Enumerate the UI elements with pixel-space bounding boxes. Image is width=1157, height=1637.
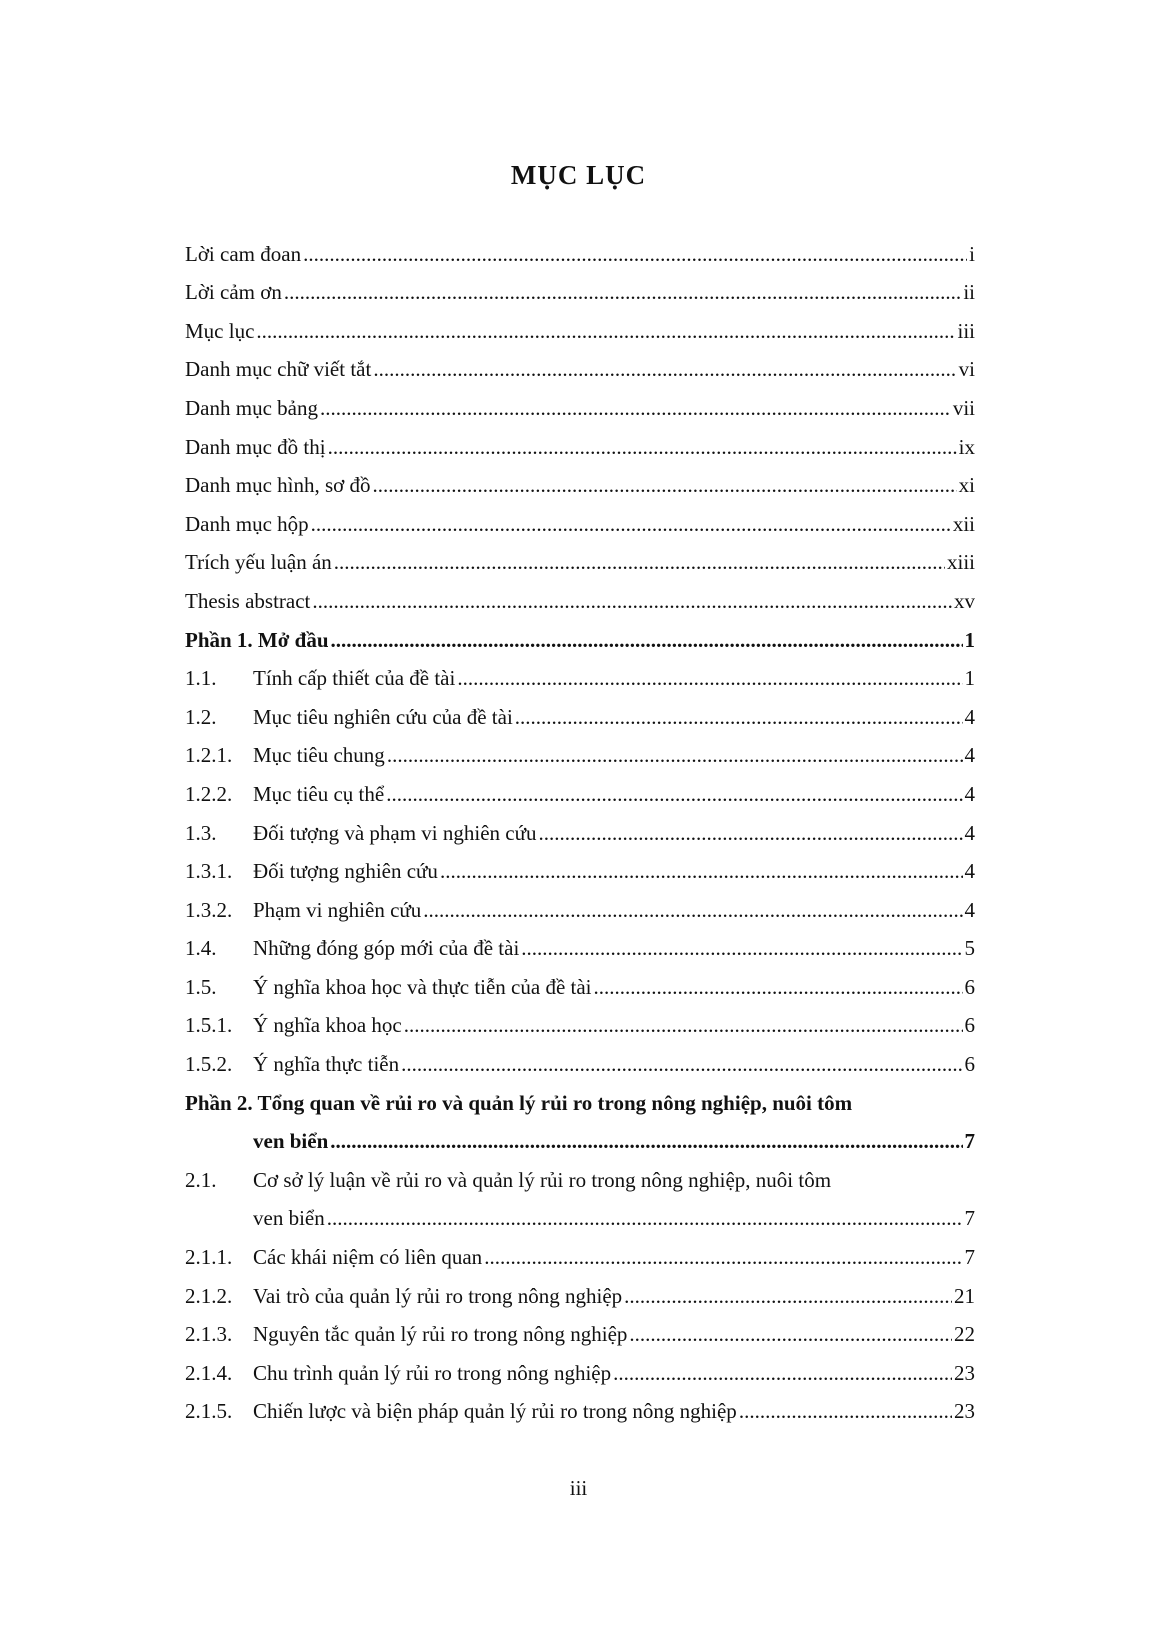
dot-leader	[457, 666, 962, 691]
toc-entry[interactable]	[185, 1038, 975, 1077]
dot-leader	[327, 1206, 963, 1231]
toc-entry-page: 7	[964, 1206, 975, 1231]
toc-entry-text-continued: ven biển	[253, 1206, 325, 1231]
toc-entry[interactable]	[185, 1000, 975, 1039]
toc-entry[interactable]	[185, 1347, 975, 1386]
toc-entry[interactable]	[185, 846, 975, 885]
toc-entry[interactable]	[185, 768, 975, 807]
toc-entry-page: iii	[957, 318, 975, 343]
toc-entry-page: ix	[958, 434, 975, 459]
toc-entry-text: Nguyên tắc quản lý rủi ro trong nông nghiệp	[253, 1322, 628, 1347]
toc-entry-page: 4	[964, 781, 975, 806]
toc-entry-text: Đối tượng và phạm vi nghiên cứu	[253, 820, 537, 845]
toc-entry-text: Phần 2. Tổng quan về rủi ro và quản lý rủi ro trong nông nghiệp, nuôi tôm	[185, 1090, 853, 1115]
toc-entry-number: 1.2.	[185, 704, 217, 729]
toc-entry-text: Cơ sở lý luận về rủi ro và quản lý rủi ro trong nông nghiệp, nuôi tôm	[253, 1167, 832, 1192]
toc-entry-text: Ý nghĩa khoa học	[253, 1013, 402, 1038]
toc-entry-text: Lời cam đoan	[185, 241, 302, 266]
toc-entry-number: 1.5.1.	[185, 1013, 233, 1038]
dot-leader	[624, 1284, 952, 1309]
toc-entry-number: 2.1.1.	[185, 1245, 233, 1270]
dot-leader	[594, 975, 963, 1000]
page-title: MỤC LỤC	[510, 160, 647, 190]
dot-leader	[320, 396, 951, 421]
toc-entry[interactable]	[185, 228, 975, 267]
toc-entry-number: 1.5.2.	[185, 1052, 233, 1077]
toc-entry-number: 1.3.2.	[185, 897, 233, 922]
toc-entry-text: Tính cấp thiết của đề tài	[253, 666, 456, 691]
dot-leader	[387, 743, 963, 768]
toc-entry-text: Ý nghĩa khoa học và thực tiễn của đề tài	[253, 974, 592, 999]
dot-leader	[739, 1399, 952, 1424]
toc-entry-page: 7	[964, 1245, 975, 1270]
toc-entry-number: 1.2.2.	[185, 781, 233, 806]
toc-entry-number: 1.4.	[185, 936, 217, 961]
dot-leader	[539, 821, 963, 846]
toc-entry-text: Phạm vi nghiên cứu	[253, 897, 422, 922]
toc-entry[interactable]	[185, 575, 975, 614]
toc-entry-text: Chiến lược và biện pháp quản lý rủi ro trong nông nghiệp	[253, 1399, 737, 1424]
toc-entry-page: ii	[963, 280, 975, 305]
toc-entry-page: 23	[954, 1399, 975, 1424]
dot-leader	[404, 1013, 963, 1038]
toc-entry[interactable]	[185, 305, 975, 344]
toc-entry-text: Ý nghĩa thực tiễn	[253, 1052, 400, 1077]
toc-entry-text: Phần 1. Mở đầu	[185, 627, 329, 652]
toc-entry[interactable]	[185, 961, 975, 1000]
toc-entry-page: 4	[964, 743, 975, 768]
toc-entry-number: 2.1.2.	[185, 1283, 233, 1308]
toc-entry-text: Danh mục hộp	[185, 511, 309, 536]
toc-entry-number: 2.1.	[185, 1167, 217, 1192]
toc-entry-text: Mục tiêu cụ thể	[253, 781, 385, 806]
page-number: iii	[569, 1476, 588, 1500]
toc-entry-text: Trích yếu luận án	[185, 550, 332, 575]
toc-entry-text: Vai trò của quản lý rủi ro trong nông nghiệp	[253, 1283, 623, 1308]
toc-entry-page: vii	[952, 395, 975, 420]
dot-leader	[330, 1129, 962, 1154]
toc-entry[interactable]	[185, 1270, 975, 1309]
dot-leader	[484, 1245, 962, 1270]
dot-leader	[629, 1322, 952, 1347]
toc-entry-text: Đối tượng nghiên cứu	[253, 859, 438, 884]
toc-entry-page: 5	[964, 936, 975, 961]
toc-entry-text: Những đóng góp mới của đề tài	[253, 936, 520, 961]
toc-entry[interactable]	[185, 1386, 975, 1425]
toc-entry-text-continued: ven biển	[253, 1129, 329, 1154]
toc-entry[interactable]	[185, 923, 975, 962]
toc-entry-page: xv	[954, 588, 975, 613]
dot-leader	[373, 357, 956, 382]
dot-leader	[613, 1361, 952, 1386]
toc-entry[interactable]	[185, 382, 975, 421]
toc-entry-text: Mục tiêu chung	[253, 743, 385, 768]
toc-entry-text: Mục tiêu nghiên cứu của đề tài	[253, 704, 513, 729]
toc-entry-text: Các khái niệm có liên quan	[253, 1245, 483, 1270]
dot-leader	[521, 936, 962, 961]
toc-entry-page: 22	[954, 1322, 975, 1347]
toc-entry[interactable]	[185, 807, 975, 846]
toc-entry-number: 1.2.1.	[185, 743, 233, 768]
toc-entry-page: xiii	[946, 550, 975, 575]
dot-leader	[440, 859, 963, 884]
table-of-contents	[185, 228, 975, 1424]
toc-entry-page: 1	[964, 666, 975, 691]
toc-entry[interactable]	[185, 421, 975, 460]
dot-leader	[312, 589, 952, 614]
toc-entry-page: 21	[954, 1283, 975, 1308]
toc-entry-page: 1	[964, 627, 975, 652]
toc-entry-page: 4	[964, 897, 975, 922]
toc-entry-page: 4	[964, 859, 975, 884]
toc-entry-page: i	[969, 241, 975, 266]
toc-entry[interactable]	[185, 344, 975, 383]
toc-entry-text: Thesis abstract	[185, 588, 311, 613]
toc-entry[interactable]	[185, 653, 975, 692]
toc-entry-page: vi	[958, 357, 975, 382]
toc-entry-page: 23	[954, 1360, 975, 1385]
toc-entry-number: 1.3.1.	[185, 859, 233, 884]
toc-entry-page: 4	[964, 704, 975, 729]
dot-leader	[386, 782, 962, 807]
toc-entry[interactable]	[185, 1309, 975, 1348]
dot-leader	[303, 242, 967, 267]
toc-entry[interactable]	[185, 498, 975, 537]
dot-leader	[515, 705, 963, 730]
toc-entry[interactable]	[185, 267, 975, 306]
toc-entry-page: xi	[958, 473, 975, 498]
toc-entry-number: 2.1.4.	[185, 1360, 233, 1385]
toc-entry[interactable]	[185, 460, 975, 499]
toc-entry-number: 1.3.	[185, 820, 217, 845]
dot-leader	[331, 628, 963, 653]
toc-entry-page: 4	[964, 820, 975, 845]
toc-entry-page: 6	[964, 974, 975, 999]
dot-leader	[401, 1052, 962, 1077]
toc-entry-number: 2.1.3.	[185, 1322, 233, 1347]
toc-entry-text: Mục lục	[185, 318, 255, 343]
toc-entry[interactable]	[185, 730, 975, 769]
toc-entry[interactable]	[185, 1231, 975, 1270]
toc-entry-page: xii	[952, 511, 975, 536]
toc-entry-text: Danh mục chữ viết tắt	[185, 357, 372, 382]
dot-leader	[334, 550, 945, 575]
dot-leader	[373, 473, 957, 498]
toc-chapter-entry[interactable]	[185, 614, 975, 653]
toc-entry-text: Lời cảm ơn	[185, 280, 282, 305]
toc-entry-page: 7	[964, 1129, 975, 1154]
dot-leader	[256, 319, 955, 344]
dot-leader	[423, 898, 962, 923]
toc-entry-page: 6	[964, 1013, 975, 1038]
toc-entry-number: 1.1.	[185, 666, 217, 691]
dot-leader	[328, 435, 957, 460]
dot-leader	[311, 512, 951, 537]
toc-entry[interactable]	[185, 884, 975, 923]
toc-entry[interactable]	[185, 691, 975, 730]
toc-entry-text: Danh mục bảng	[185, 395, 318, 420]
toc-entry[interactable]	[185, 1154, 975, 1231]
toc-chapter-entry[interactable]	[185, 1077, 975, 1154]
toc-entry-page: 6	[964, 1052, 975, 1077]
toc-entry-text: Chu trình quản lý rủi ro trong nông nghiệp	[253, 1360, 612, 1385]
toc-entry-number: 2.1.5.	[185, 1399, 233, 1424]
toc-entry-text: Danh mục đồ thị	[185, 434, 326, 459]
toc-entry[interactable]	[185, 537, 975, 576]
toc-entry-number: 1.5.	[185, 974, 217, 999]
dot-leader	[284, 280, 961, 305]
toc-entry-text: Danh mục hình, sơ đồ	[185, 473, 371, 498]
